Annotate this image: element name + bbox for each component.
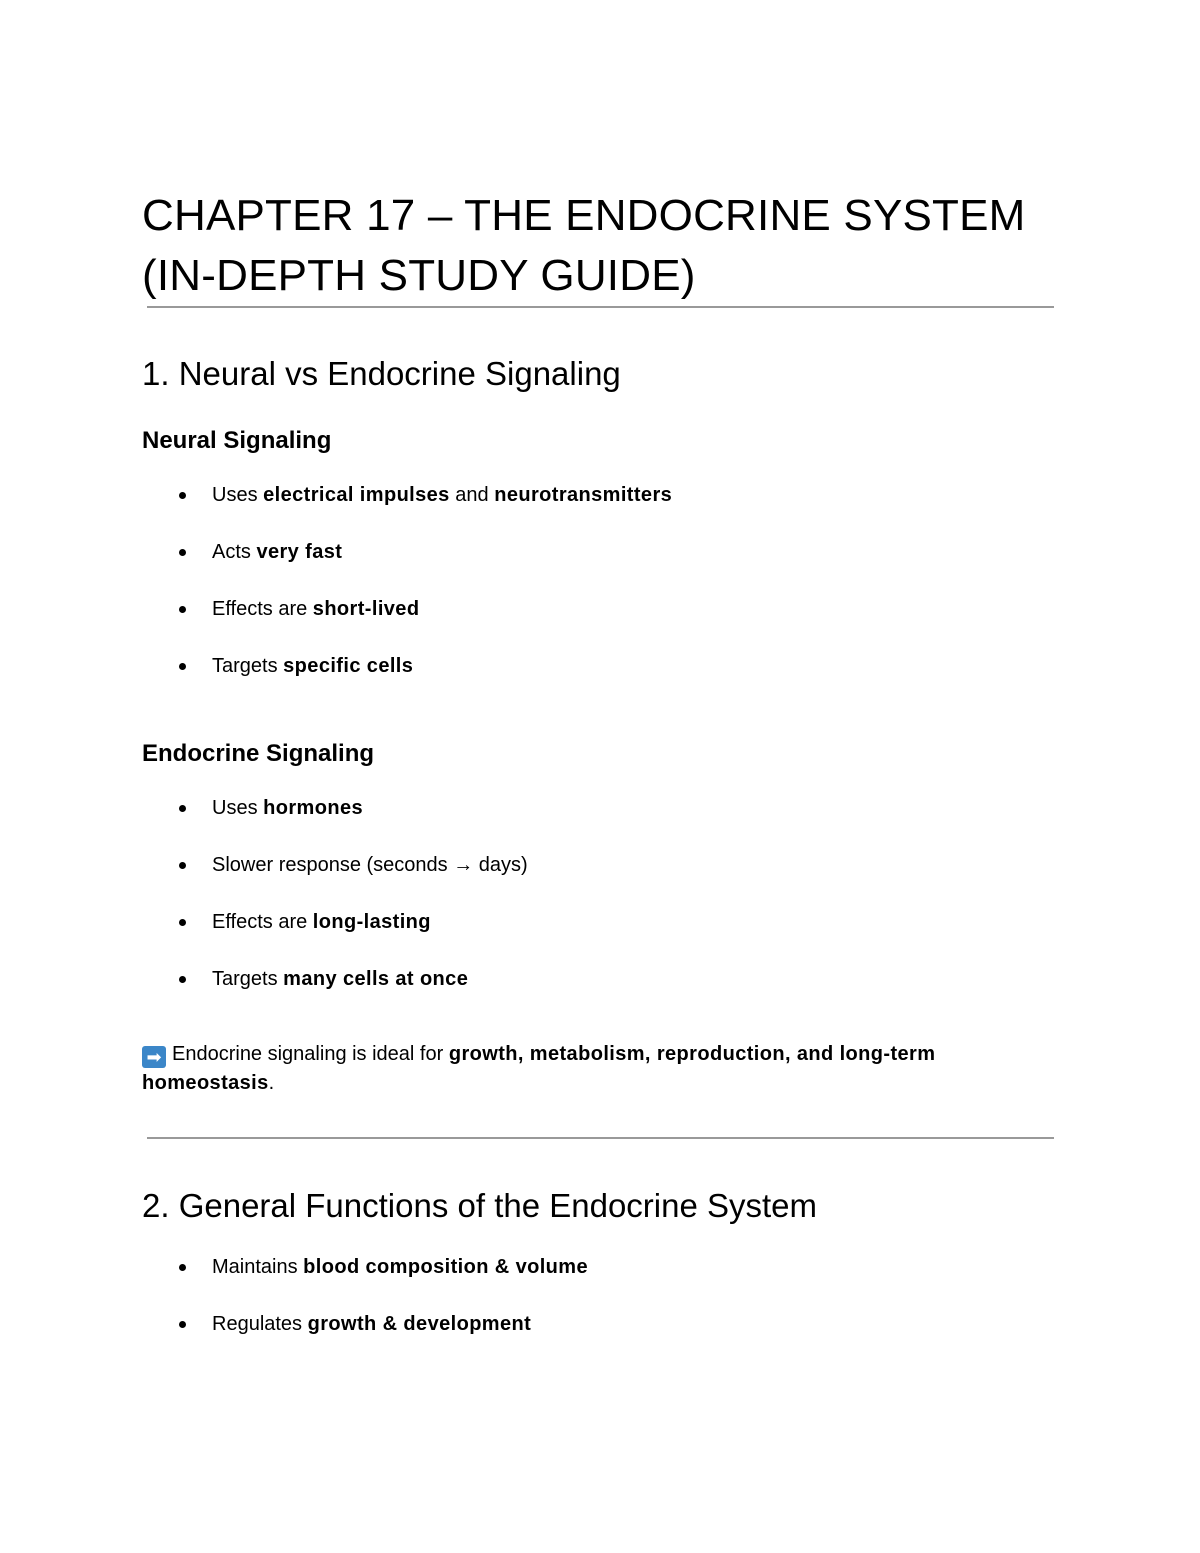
right-arrow-icon: ➡ [142,1046,166,1068]
subheading-neural-signaling: Neural Signaling [142,427,332,454]
list-item: Regulates growth & development [142,1310,1054,1367]
list-item: Maintains blood composition & volume [142,1253,1054,1310]
section-title-neural-vs-endocrine: 1. Neural vs Endocrine Signaling [142,355,621,392]
list-item: Targets specific cells [142,652,1054,709]
document-title-line2: (IN-DEPTH STUDY GUIDE) [142,251,696,300]
horizontal-rule [147,1137,1054,1139]
document-title [142,186,1054,306]
document-title-line1: CHAPTER 17 – THE ENDOCRINE SYSTEM [142,191,1026,240]
endocrine-signaling-list [142,794,1054,1022]
list-item: Effects are long-lasting [142,908,1054,965]
list-item: Uses electrical impulses and neurotransmitters [142,481,1054,538]
general-functions-list [142,1253,1054,1367]
section-title-general-functions: 2. General Functions of the Endocrine System [142,1187,818,1224]
neural-signaling-list [142,481,1054,709]
list-item: Targets many cells at once [142,965,1054,1022]
list-item: Slower response (seconds → days) [142,851,1054,908]
subheading-endocrine-signaling: Endocrine Signaling [142,740,375,767]
document-page [142,186,1054,1367]
list-item: Effects are short-lived [142,595,1054,652]
summary-note: ➡ Endocrine signaling is ideal for growth, metabolism, reproduction, and long-term homeostasis. [142,1043,936,1094]
list-item: Uses hormones [142,794,1054,851]
list-item: Acts very fast [142,538,1054,595]
horizontal-rule [147,306,1054,308]
